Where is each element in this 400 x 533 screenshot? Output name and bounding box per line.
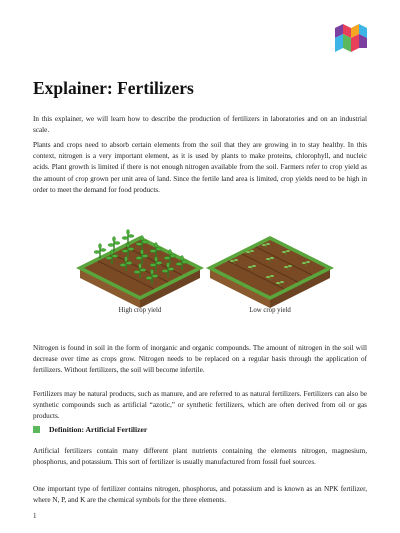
crop-yield-paragraph: Plants and crops need to absorb certain elements from the soil that they are growing in to stay healthy. In this context, nitrogen is a very important element, as it is used by plants to make proteins, chlorophyll, and nucleic acids. Plant growth is limited if there is not enough nitrogen available from the soil. Farmers refer to crop yield as the amount of crop grown per unit area of land. Since the fertile land area is limited, crop yields need to be high in order to meet the demand for food products.	[33, 141, 367, 194]
nitrogen-paragraph: Nitrogen is found in soil in the form of inorganic and organic compounds. The amount of nitrogen in the soil will decrease over time as crops grow. Nitrogen needs to be replaced on a regular basis through the application of fertilizers. Without fertilizers, the soil will become infertile.	[33, 344, 367, 375]
npk-paragraph: One important type of fertilizer contains nitrogen, phosphorus, and potassium and is known as an NPK fertilizer, where N, P, and K are the chemical symbols for the three elements.	[33, 485, 367, 505]
page-number: 1	[33, 512, 37, 520]
crop-yield-figure	[70, 200, 340, 322]
high-yield-plot	[76, 230, 204, 309]
definition-heading-text: Definition: Artificial Fertilizer	[49, 425, 148, 434]
caption-high-yield: High crop yield	[118, 307, 162, 314]
low-yield-plot	[206, 236, 334, 308]
page-title: Explainer: Fertilizers	[33, 78, 194, 98]
natural-fertilizer-paragraph: Fertilizers may be natural products, such as manure, and are referred to as natural fertilizers. Fertilizers can also be synthetic compounds such as artificial “azotic,” or synthetic fertilizers, which are often derived from oil or gas products.	[33, 390, 367, 421]
definition-marker-icon	[33, 426, 40, 433]
caption-low-yield: Low crop yield	[249, 307, 291, 314]
artificial-fertilizer-paragraph: Artificial fertilizers contain many different plant nutrients containing the elements nitrogen, magnesium, phosphorus, and potassium. This sort of fertilizer is usually manufactured from fossil fuel sources.	[33, 447, 367, 467]
intro-paragraph: In this explainer, we will learn how to describe the production of fertilizers in laboratories and on an industrial scale.	[33, 115, 367, 135]
definition-heading	[33, 425, 147, 434]
nagwa-logo-icon	[335, 24, 367, 52]
